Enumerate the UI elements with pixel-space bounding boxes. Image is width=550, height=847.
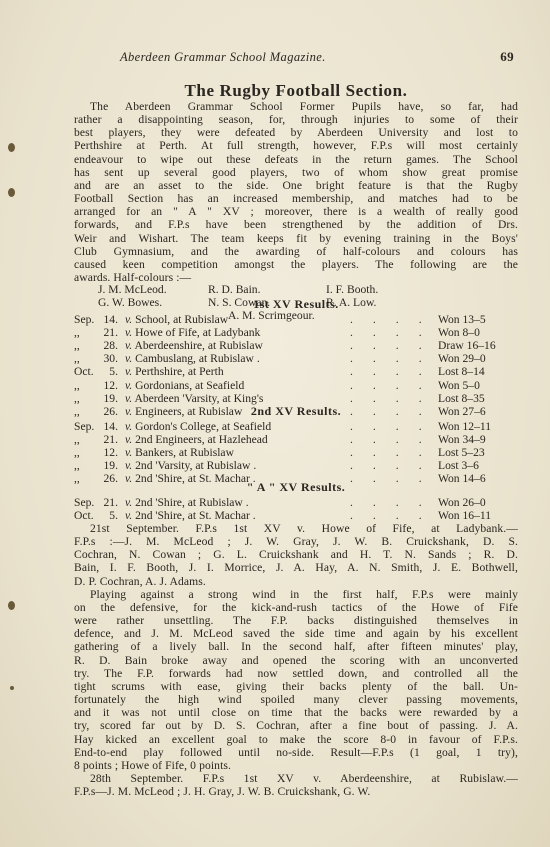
match-day: 5. xyxy=(109,509,118,523)
leader-dots: .... xyxy=(350,339,442,353)
text-line: Weir and Wishart. The team keeps fit by evening training in the Boys' xyxy=(74,231,518,245)
match-month: ,, xyxy=(74,391,80,405)
versus-abbrev: v. xyxy=(125,378,133,392)
text-line: R. D. Bain broke away and opened the scoring with an unconverted xyxy=(74,653,518,667)
opponent-name: 2nd Engineers, at Hazlehead xyxy=(135,433,268,447)
match-opponent xyxy=(125,379,244,392)
result-row xyxy=(74,326,518,339)
match-month: Sep. xyxy=(74,420,95,433)
section-heading: The Rugby Football Section. xyxy=(184,81,408,100)
text-line: and it was not until close on time that the backs were rewarded by a xyxy=(74,706,518,720)
page-number: 69 xyxy=(500,49,514,64)
binding-hole-dot xyxy=(10,686,14,690)
versus-abbrev: v. xyxy=(125,404,133,418)
text-line: endeavour to wipe out these defeats in the return games. The School xyxy=(74,152,518,166)
text-line: Cochran, N. Cowan ; G. L. Cruickshank and H. T. N. Sands ; R. D. xyxy=(74,548,518,562)
result-row xyxy=(74,496,518,509)
match-day: 26. xyxy=(103,404,118,418)
match-result: Won 34–9 xyxy=(438,433,486,447)
text-line: and are an asset to the side. One bright feature is that the Rugby xyxy=(74,178,518,192)
text-line: forwards, and F.P.s have been strengthened by the addition of Drs. xyxy=(74,218,518,232)
text-line: 21st September. F.P.s 1st XV v. Howe of Fife, at Ladybank.— xyxy=(90,522,518,535)
versus-abbrev: v. xyxy=(125,365,133,379)
result-row xyxy=(74,433,518,446)
result-row xyxy=(74,365,518,378)
match-month: ,, xyxy=(74,433,80,447)
half-colours-column-2: R. D. Bain. N. S. Cowan. A. M. Scrimgeour. xyxy=(208,283,315,323)
match-month: ,, xyxy=(74,404,80,418)
opponent-name: Gordonians, at Seafield xyxy=(135,378,245,392)
result-row xyxy=(74,379,518,392)
text-line: Hay kicked an excellent goal to make the score 8-0 in favour of F.P.s. xyxy=(74,732,518,746)
result-row xyxy=(74,446,518,459)
result-row xyxy=(74,420,518,433)
binding-hole-dot xyxy=(8,188,15,197)
leader-dots: .... xyxy=(350,391,442,405)
leader-dots: .... xyxy=(350,326,442,340)
match-day: 14. xyxy=(103,420,118,433)
opponent-name: Aberdeenshire, at Rubislaw xyxy=(134,339,263,353)
text-line: try. The F.P. forwards had now settled down, and controlled all the xyxy=(74,666,518,680)
versus-abbrev: v. xyxy=(125,420,133,433)
magazine-title: Aberdeen Grammar School Magazine. xyxy=(120,50,326,64)
text-line: awards. Half-colours :— xyxy=(74,271,192,285)
intro-paragraph xyxy=(74,100,518,284)
match-result: Won 13–5 xyxy=(438,313,486,326)
text-line: The Aberdeen Grammar School Former Pupils have, so far, had xyxy=(90,100,518,113)
opponent-name: Perthshire, at Perth xyxy=(135,365,224,379)
match-day: 14. xyxy=(103,313,118,326)
match-opponent xyxy=(125,326,260,339)
opponent-name: 2nd 'Varsity, at Rubislaw . xyxy=(135,459,257,473)
text-line: D. P. Cochran, A. J. Adams. xyxy=(74,574,206,588)
match-result: Lost 3–6 xyxy=(438,459,479,473)
text-line: F.P.s—J. M. McLeod ; J. H. Gray, J. W. B. Cruickshank, G. W. xyxy=(74,785,371,799)
opponent-name: 2nd 'Shire, at St. Machar . xyxy=(135,509,256,523)
match-opponent xyxy=(125,339,263,352)
half-colours-column-3: I. F. Booth. R. A. Low. xyxy=(326,283,379,310)
match-result: Draw 16–16 xyxy=(438,339,496,353)
text-line: best players, they were defeated by Aberdeen University and lost to xyxy=(74,126,518,140)
match-opponent xyxy=(125,352,260,365)
match-result: Won 16–11 xyxy=(438,509,492,523)
match-month: ,, xyxy=(74,339,80,353)
match-day: 5. xyxy=(109,365,118,379)
versus-abbrev: v. xyxy=(125,352,133,366)
match-result: Lost 8–14 xyxy=(438,365,485,379)
text-line: fortunately the high wind spoiled many clever passing movements, xyxy=(74,693,518,707)
versus-abbrev: v. xyxy=(125,472,133,486)
versus-abbrev: v. xyxy=(125,433,133,447)
match-opponent xyxy=(125,496,249,509)
versus-abbrev: v. xyxy=(125,391,133,405)
text-line: gathering of a lively ball. In the second half, after fifteen minutes' play, xyxy=(74,640,518,654)
match-result: Won 26–0 xyxy=(438,496,486,509)
text-line: Football Section has an increased membership, and matches had to be xyxy=(74,192,518,206)
match-month: ,, xyxy=(74,378,80,392)
text-line: were rather unsettling. The F.P. backs distinguished themselves in xyxy=(74,614,518,628)
match-day: 21. xyxy=(103,326,118,340)
match-opponent xyxy=(125,392,263,405)
leader-dots: .... xyxy=(350,313,442,326)
text-line: on the defensive, for the kick-and-rush tactics of the Howe of Fife xyxy=(74,600,518,614)
result-row xyxy=(74,459,518,472)
opponent-name: Cambuslang, at Rubislaw . xyxy=(135,352,260,366)
leader-dots: .... xyxy=(350,365,442,379)
result-row xyxy=(74,392,518,405)
opponent-name: Howe of Fife, at Ladybank xyxy=(135,326,261,340)
opponent-name: 2nd 'Shire, at St. Machar . xyxy=(135,472,256,486)
match-day: 30. xyxy=(103,352,118,366)
results-subheading: 2nd XV Results. xyxy=(250,404,342,418)
match-opponent xyxy=(125,420,271,433)
text-line: F.P.s :—J. M. McLeod ; J. W. Gray, J. W. B. Cruickshank, D. S. xyxy=(74,535,518,549)
versus-abbrev: v. xyxy=(125,446,133,460)
match-day: 12. xyxy=(103,446,118,460)
match-month: Oct. xyxy=(74,509,94,523)
match-month: Sep. xyxy=(74,313,95,326)
match-month: ,, xyxy=(74,326,80,340)
leader-dots: .... xyxy=(350,352,442,366)
versus-abbrev: v. xyxy=(125,339,133,353)
result-row xyxy=(74,352,518,365)
opponent-name: School, at Rubislaw xyxy=(135,313,229,326)
match-day: 19. xyxy=(103,459,118,473)
versus-abbrev: v. xyxy=(125,459,133,473)
match-opponent xyxy=(125,509,256,522)
match-day: 19. xyxy=(103,391,118,405)
text-line: End-to-end play followed until no-side. Result—F.P.s (1 goal, 1 try), xyxy=(74,745,518,759)
match-result: Lost 5–23 xyxy=(438,446,485,460)
leader-dots: .... xyxy=(350,472,442,486)
match-result: Lost 8–35 xyxy=(438,391,485,405)
results-subheading: 1st XV Results. xyxy=(253,297,339,311)
match-month: ,, xyxy=(74,446,80,460)
match-opponent xyxy=(125,313,228,326)
match-result: Won 12–11 xyxy=(438,420,492,433)
text-line: arranged for an " A " XV ; moreover, there is a wealth of really good xyxy=(74,205,518,219)
match-result: Won 14–6 xyxy=(438,472,486,486)
text-line: Playing against a strong wind in the first half, F.P.s were mainly xyxy=(90,587,518,601)
match-day: 21. xyxy=(103,496,118,509)
match-day: 26. xyxy=(103,472,118,486)
match-opponent xyxy=(125,365,224,378)
binding-hole-dot xyxy=(8,601,15,610)
text-line: rather a disappointing season, for, through injuries to some of their xyxy=(74,113,518,127)
versus-abbrev: v. xyxy=(125,496,133,509)
opponent-name: Bankers, at Rubislaw xyxy=(135,446,234,460)
binding-hole-dot xyxy=(8,143,15,152)
opponent-name: Aberdeen 'Varsity, at King's xyxy=(134,391,264,405)
text-line: Bain, I. F. Booth, J. I. Morrice, J. A. Hay, A. N. Smith, J. E. Bothwell, xyxy=(74,561,518,575)
match-opponent xyxy=(125,446,234,459)
text-line: 28th September. F.P.s 1st XV v. Aberdeenshire, at Rubislaw.— xyxy=(90,771,518,785)
result-row xyxy=(74,339,518,352)
match-result: Won 29–0 xyxy=(438,352,486,366)
result-row xyxy=(74,509,518,522)
match-month: Sep. xyxy=(74,496,95,509)
versus-abbrev: v. xyxy=(125,313,133,326)
text-line: tight scrums with ease, giving their backs plenty of the ball. Un- xyxy=(74,679,518,693)
versus-abbrev: v. xyxy=(125,509,133,523)
match-month: ,, xyxy=(74,472,80,486)
leader-dots: .... xyxy=(350,420,442,433)
text-line: caused keen competition amongst the players. The following are the xyxy=(74,257,518,271)
text-line: Perthshire at Perth. At full strength, however, F.P.s will most certainly xyxy=(74,139,518,153)
match-month: ,, xyxy=(74,459,80,473)
text-line: has sent up several good players, two of whom show great promise xyxy=(74,165,518,179)
leader-dots: .... xyxy=(350,378,442,392)
match-month: ,, xyxy=(74,352,80,366)
leader-dots: .... xyxy=(350,459,442,473)
leader-dots: .... xyxy=(350,404,442,418)
match-day: 21. xyxy=(103,433,118,447)
match-day: 12. xyxy=(103,378,118,392)
opponent-name: Engineers, at Rubislaw xyxy=(135,404,243,418)
result-row xyxy=(74,313,518,326)
text-line: 8 points ; Howe of Fife, 0 points. xyxy=(74,758,232,772)
match-day: 28. xyxy=(103,339,118,353)
match-result: Won 27–6 xyxy=(438,404,486,418)
match-result: Won 8–0 xyxy=(438,326,480,340)
leader-dots: .... xyxy=(350,496,442,509)
half-colours-column-1: J. M. McLeod. G. W. Bowes. xyxy=(98,283,167,310)
versus-abbrev: v. xyxy=(125,326,133,340)
text-line: try, scored far out by D. S. Cochran, after a fine bout of passing. J. A. xyxy=(74,719,518,733)
leader-dots: .... xyxy=(350,433,442,447)
opponent-name: Gordon's College, at Seafield xyxy=(135,420,272,433)
match-result: Won 5–0 xyxy=(438,378,480,392)
match-report xyxy=(74,522,518,798)
leader-dots: .... xyxy=(350,446,442,460)
match-opponent xyxy=(125,433,268,446)
match-opponent xyxy=(125,459,256,472)
text-line: Club Gymnasium, and the awarding of half-colours and colours has xyxy=(74,244,518,258)
text-line: defence, and J. M. McLeod saved the side time and again by his excellent xyxy=(74,627,518,641)
opponent-name: 2nd 'Shire, at Rubislaw . xyxy=(135,496,249,509)
match-month: Oct. xyxy=(74,365,94,379)
results-subheading: " A " XV Results. xyxy=(246,480,346,494)
leader-dots: .... xyxy=(350,509,442,523)
